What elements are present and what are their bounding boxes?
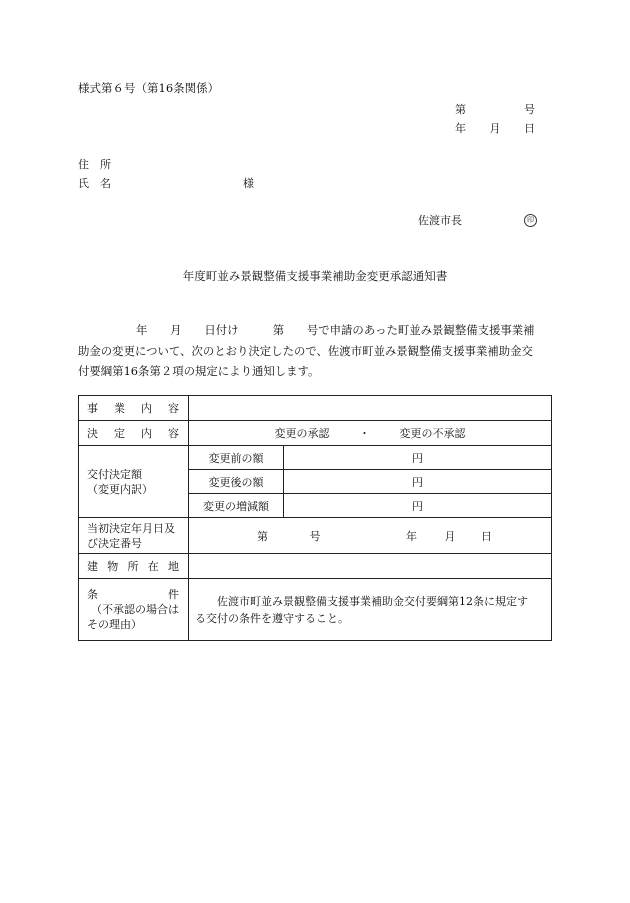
table-row xyxy=(79,421,552,446)
conditions-value-2: る交付の条件を遵守すること。 xyxy=(195,611,349,625)
date-month: 月 xyxy=(489,122,501,135)
building-location-value[interactable] xyxy=(189,554,552,579)
body-text xyxy=(78,320,558,382)
doc-no-suffix: 号 xyxy=(524,103,535,116)
diff-amount-label: 変更の増減額 xyxy=(189,494,284,518)
table-row xyxy=(79,579,552,641)
grant-amount-label-1: 交付決定額 xyxy=(87,467,142,481)
table-row xyxy=(79,396,552,421)
initial-decision-label xyxy=(79,518,189,554)
issue-date xyxy=(455,120,535,136)
after-amount-unit[interactable]: 円 xyxy=(284,470,552,494)
name-label: 氏 名 xyxy=(78,177,111,190)
doc-no-prefix: 第 xyxy=(455,103,466,116)
business-content-label: 事 業 内 容 xyxy=(79,396,189,421)
table-row xyxy=(79,446,552,470)
before-amount-label: 変更前の額 xyxy=(189,446,284,470)
decision-options xyxy=(189,421,552,446)
after-amount-label: 変更後の額 xyxy=(189,470,284,494)
form-id: 様式第６号（第16条関係） xyxy=(78,81,220,95)
seal-mark xyxy=(524,212,537,227)
conditions-label-1: 条 件 xyxy=(87,588,179,601)
body-line-3: 付要綱第16条第２項の規定により通知します。 xyxy=(78,364,320,378)
initial-decision-label-1: 当初決定年月日及 xyxy=(87,521,175,535)
date-day: 日 xyxy=(524,122,535,135)
conditions-value[interactable] xyxy=(189,579,552,641)
decision-content-label: 決 定 内 容 xyxy=(79,421,189,446)
sender-title: 佐渡市長 xyxy=(418,214,462,227)
page-title: 年度町並み景観整備支援事業補助金変更承認通知書 xyxy=(182,269,448,283)
business-content-value[interactable] xyxy=(189,396,552,421)
before-amount-unit[interactable]: 円 xyxy=(284,446,552,470)
table-row xyxy=(79,518,552,554)
initial-decision-label-2: び決定番号 xyxy=(87,536,142,550)
conditions-label-2: （不承認の場合は xyxy=(91,603,179,616)
table-row xyxy=(79,554,552,579)
diff-amount-unit[interactable]: 円 xyxy=(284,494,552,518)
option-separator: ・ xyxy=(359,427,370,440)
option-disapprove[interactable]: 変更の不承認 xyxy=(399,427,466,440)
date-year: 年 xyxy=(455,122,466,135)
conditions-value-1: 佐渡市町並み景観整備支援事業補助金交付要綱第12条に規定す xyxy=(217,594,528,608)
document-number xyxy=(455,101,535,117)
body-line-1: 年 月 日付け 第 号で申請のあった町並み景観整備支援事業補 xyxy=(136,323,535,337)
decision-table xyxy=(78,395,552,641)
conditions-label xyxy=(79,579,189,641)
conditions-label-3: その理由） xyxy=(87,618,142,631)
grant-amount-label-2: （変更内訳） xyxy=(87,482,153,496)
building-location-label: 建 物 所 在 地 xyxy=(79,554,189,579)
grant-amount-label xyxy=(79,446,189,518)
option-approve[interactable]: 変更の承認 xyxy=(274,427,330,440)
initial-decision-value[interactable]: 第 号 年 月 日 xyxy=(189,518,552,554)
body-line-2: 助金の変更について、次のとおり決定したので、佐渡市町並み景観整備支援事業補助金交 xyxy=(78,343,533,358)
address-label: 住 所 xyxy=(78,158,111,171)
seal-icon: 印 xyxy=(524,214,537,227)
honorific: 様 xyxy=(243,177,254,190)
